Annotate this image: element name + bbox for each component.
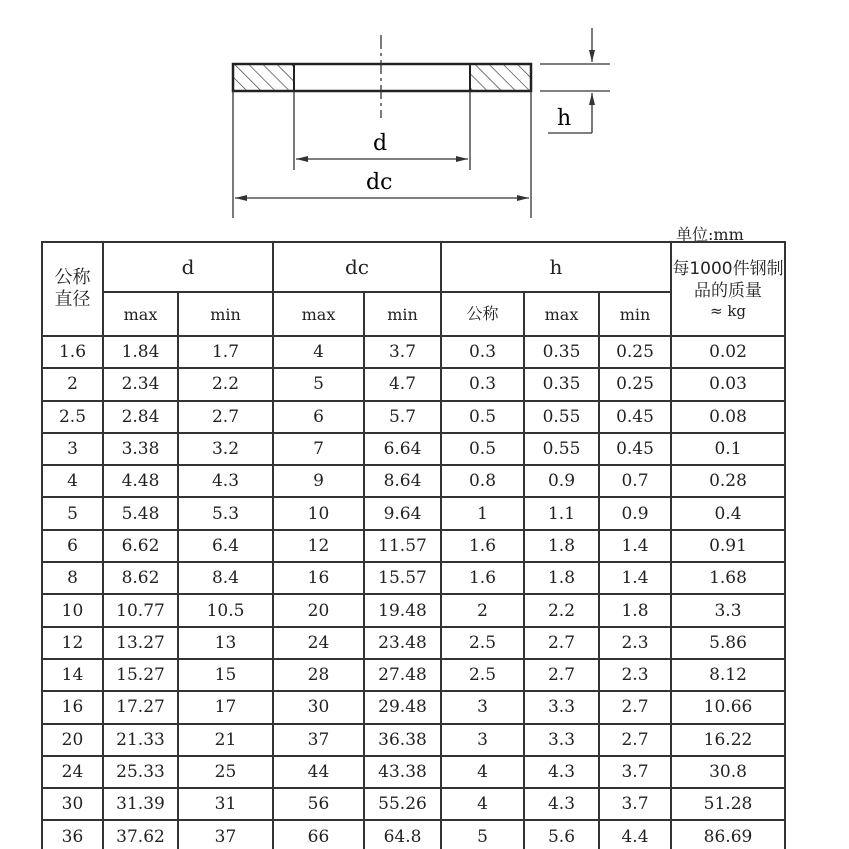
cell-d-min: 8.4 [178, 562, 273, 594]
cell-nominal: 8 [42, 562, 103, 594]
cell-h-nominal: 0.3 [441, 368, 524, 400]
cell-h-min: 1.4 [599, 562, 671, 594]
cell-nominal: 12 [42, 627, 103, 659]
cell-mass: 16.22 [671, 724, 785, 756]
cell-dc-max: 44 [273, 756, 364, 788]
cell-h-max: 5.6 [524, 820, 599, 849]
cell-d-max: 2.84 [103, 401, 178, 433]
cell-d-min: 13 [178, 627, 273, 659]
cell-h-max: 4.3 [524, 756, 599, 788]
cell-h-nominal: 3 [441, 724, 524, 756]
cell-h-nominal: 1.6 [441, 562, 524, 594]
cell-dc-max: 4 [273, 336, 364, 368]
cell-dc-max: 24 [273, 627, 364, 659]
cell-h-nominal: 3 [441, 691, 524, 723]
cell-dc-min: 4.7 [364, 368, 441, 400]
cell-dc-max: 66 [273, 820, 364, 849]
cell-dc-min: 5.7 [364, 401, 441, 433]
cell-d-max: 21.33 [103, 724, 178, 756]
cell-nominal: 2 [42, 368, 103, 400]
cell-nominal: 10 [42, 594, 103, 626]
cell-h-max: 0.35 [524, 336, 599, 368]
unit-label: 单位:mm [676, 225, 744, 244]
cell-h-max: 3.3 [524, 724, 599, 756]
cell-mass: 0.91 [671, 530, 785, 562]
table-row [42, 594, 785, 626]
header-d: d [103, 242, 273, 292]
header-mass-label: 每1000件钢制品的质量 [672, 259, 784, 301]
cell-h-nominal: 0.5 [441, 401, 524, 433]
cell-h-max: 2.7 [524, 627, 599, 659]
table-row [42, 659, 785, 691]
cell-nominal: 4 [42, 465, 103, 497]
cell-mass: 5.86 [671, 627, 785, 659]
cell-nominal: 1.6 [42, 336, 103, 368]
cell-h-max: 1.8 [524, 530, 599, 562]
cell-h-nominal: 0.3 [441, 336, 524, 368]
cell-mass: 10.66 [671, 691, 785, 723]
cell-d-min: 15 [178, 659, 273, 691]
cell-dc-max: 20 [273, 594, 364, 626]
cell-nominal: 3 [42, 433, 103, 465]
cell-dc-max: 5 [273, 368, 364, 400]
cell-dc-min: 9.64 [364, 497, 441, 529]
cell-h-max: 0.55 [524, 401, 599, 433]
cell-mass: 0.1 [671, 433, 785, 465]
cell-mass: 1.68 [671, 562, 785, 594]
cell-h-min: 1.4 [599, 530, 671, 562]
cell-d-max: 37.62 [103, 820, 178, 849]
cell-d-max: 1.84 [103, 336, 178, 368]
cell-h-nominal: 0.5 [441, 433, 524, 465]
table-row [42, 562, 785, 594]
cell-h-nominal: 4 [441, 756, 524, 788]
cell-h-min: 2.3 [599, 627, 671, 659]
cell-dc-max: 28 [273, 659, 364, 691]
cell-h-min: 2.7 [599, 691, 671, 723]
cell-h-max: 1.1 [524, 497, 599, 529]
cell-dc-max: 56 [273, 788, 364, 820]
cell-h-max: 4.3 [524, 788, 599, 820]
cell-d-max: 4.48 [103, 465, 178, 497]
cell-nominal: 24 [42, 756, 103, 788]
header-d-min: min [178, 292, 273, 336]
header-mass-unit: ≈ kg [709, 302, 747, 320]
cell-nominal: 30 [42, 788, 103, 820]
cell-h-min: 2.3 [599, 659, 671, 691]
cell-nominal: 5 [42, 497, 103, 529]
cell-nominal: 16 [42, 691, 103, 723]
cell-d-min: 1.7 [178, 336, 273, 368]
cell-dc-max: 37 [273, 724, 364, 756]
cell-d-min: 4.3 [178, 465, 273, 497]
cell-d-min: 5.3 [178, 497, 273, 529]
cell-mass: 0.28 [671, 465, 785, 497]
header-h-nominal: 公称 [441, 292, 524, 336]
cell-h-nominal: 5 [441, 820, 524, 849]
cell-h-max: 2.7 [524, 659, 599, 691]
cell-d-max: 6.62 [103, 530, 178, 562]
cell-nominal: 6 [42, 530, 103, 562]
cell-mass: 3.3 [671, 594, 785, 626]
header-dc: dc [273, 242, 441, 292]
cell-h-min: 0.9 [599, 497, 671, 529]
cell-h-min: 0.25 [599, 368, 671, 400]
table-row [42, 336, 785, 368]
cell-h-nominal: 2.5 [441, 659, 524, 691]
cell-nominal: 2.5 [42, 401, 103, 433]
cell-nominal: 36 [42, 820, 103, 849]
cell-h-min: 0.25 [599, 336, 671, 368]
cell-d-min: 2.7 [178, 401, 273, 433]
cell-mass: 30.8 [671, 756, 785, 788]
header-dc-max: max [273, 292, 364, 336]
table-row [42, 627, 785, 659]
label-dc: dc [366, 170, 393, 195]
cell-d-max: 15.27 [103, 659, 178, 691]
cell-d-max: 2.34 [103, 368, 178, 400]
cell-mass: 86.69 [671, 820, 785, 849]
cell-d-max: 17.27 [103, 691, 178, 723]
cell-dc-min: 43.38 [364, 756, 441, 788]
cell-h-max: 3.3 [524, 691, 599, 723]
cell-dc-max: 6 [273, 401, 364, 433]
cell-dc-min: 15.57 [364, 562, 441, 594]
table-row [42, 724, 785, 756]
cell-dc-max: 16 [273, 562, 364, 594]
cell-d-min: 3.2 [178, 433, 273, 465]
cell-h-max: 0.35 [524, 368, 599, 400]
cell-h-min: 2.7 [599, 724, 671, 756]
cell-d-min: 6.4 [178, 530, 273, 562]
table-row [42, 401, 785, 433]
cell-h-min: 4.4 [599, 820, 671, 849]
cell-dc-min: 8.64 [364, 465, 441, 497]
cell-h-min: 0.45 [599, 401, 671, 433]
cell-h-min: 3.7 [599, 788, 671, 820]
washer-cross-section-drawing [0, 0, 849, 230]
cell-dc-max: 12 [273, 530, 364, 562]
cell-dc-max: 9 [273, 465, 364, 497]
table-row [42, 691, 785, 723]
cell-d-min: 2.2 [178, 368, 273, 400]
header-mass [671, 242, 785, 336]
cell-dc-min: 64.8 [364, 820, 441, 849]
cell-h-nominal: 2 [441, 594, 524, 626]
cell-h-nominal: 1.6 [441, 530, 524, 562]
cell-d-max: 31.39 [103, 788, 178, 820]
cell-h-nominal: 2.5 [441, 627, 524, 659]
table-row [42, 465, 785, 497]
cell-dc-min: 29.48 [364, 691, 441, 723]
cell-h-min: 0.45 [599, 433, 671, 465]
header-nominal-diameter: 公称直径 [42, 242, 103, 336]
cell-mass: 0.08 [671, 401, 785, 433]
table-row [42, 530, 785, 562]
cell-h-min: 1.8 [599, 594, 671, 626]
cell-d-min: 21 [178, 724, 273, 756]
cell-h-max: 0.55 [524, 433, 599, 465]
cell-d-min: 25 [178, 756, 273, 788]
cell-mass: 0.02 [671, 336, 785, 368]
cell-dc-min: 3.7 [364, 336, 441, 368]
cell-d-max: 8.62 [103, 562, 178, 594]
header-d-max: max [103, 292, 178, 336]
cell-nominal: 14 [42, 659, 103, 691]
cell-d-max: 10.77 [103, 594, 178, 626]
label-h: h [557, 106, 572, 131]
cell-h-nominal: 4 [441, 788, 524, 820]
cell-h-nominal: 0.8 [441, 465, 524, 497]
cell-d-max: 5.48 [103, 497, 178, 529]
table-row [42, 433, 785, 465]
table-row [42, 788, 785, 820]
cell-d-max: 3.38 [103, 433, 178, 465]
cell-mass: 8.12 [671, 659, 785, 691]
cell-nominal: 20 [42, 724, 103, 756]
cell-mass: 0.4 [671, 497, 785, 529]
cell-h-min: 0.7 [599, 465, 671, 497]
cell-dc-min: 6.64 [364, 433, 441, 465]
cell-mass: 51.28 [671, 788, 785, 820]
table-row [42, 820, 785, 849]
cell-h-nominal: 1 [441, 497, 524, 529]
washer-dimension-table [41, 241, 786, 849]
cell-mass: 0.03 [671, 368, 785, 400]
cell-dc-min: 27.48 [364, 659, 441, 691]
cell-d-min: 17 [178, 691, 273, 723]
cell-dc-min: 11.57 [364, 530, 441, 562]
cell-dc-max: 10 [273, 497, 364, 529]
label-d: d [373, 131, 388, 156]
table-row [42, 368, 785, 400]
cell-h-max: 1.8 [524, 562, 599, 594]
table-row [42, 497, 785, 529]
cell-dc-min: 55.26 [364, 788, 441, 820]
cell-dc-max: 7 [273, 433, 364, 465]
header-dc-min: min [364, 292, 441, 336]
cell-h-max: 2.2 [524, 594, 599, 626]
cell-h-max: 0.9 [524, 465, 599, 497]
table-row [42, 756, 785, 788]
cell-d-min: 31 [178, 788, 273, 820]
cell-d-max: 25.33 [103, 756, 178, 788]
cell-dc-min: 19.48 [364, 594, 441, 626]
cell-dc-max: 30 [273, 691, 364, 723]
cell-dc-min: 23.48 [364, 627, 441, 659]
header-h-min: min [599, 292, 671, 336]
cell-d-min: 37 [178, 820, 273, 849]
header-h: h [441, 242, 671, 292]
cell-d-max: 13.27 [103, 627, 178, 659]
cell-h-min: 3.7 [599, 756, 671, 788]
header-h-max: max [524, 292, 599, 336]
cell-d-min: 10.5 [178, 594, 273, 626]
cell-dc-min: 36.38 [364, 724, 441, 756]
